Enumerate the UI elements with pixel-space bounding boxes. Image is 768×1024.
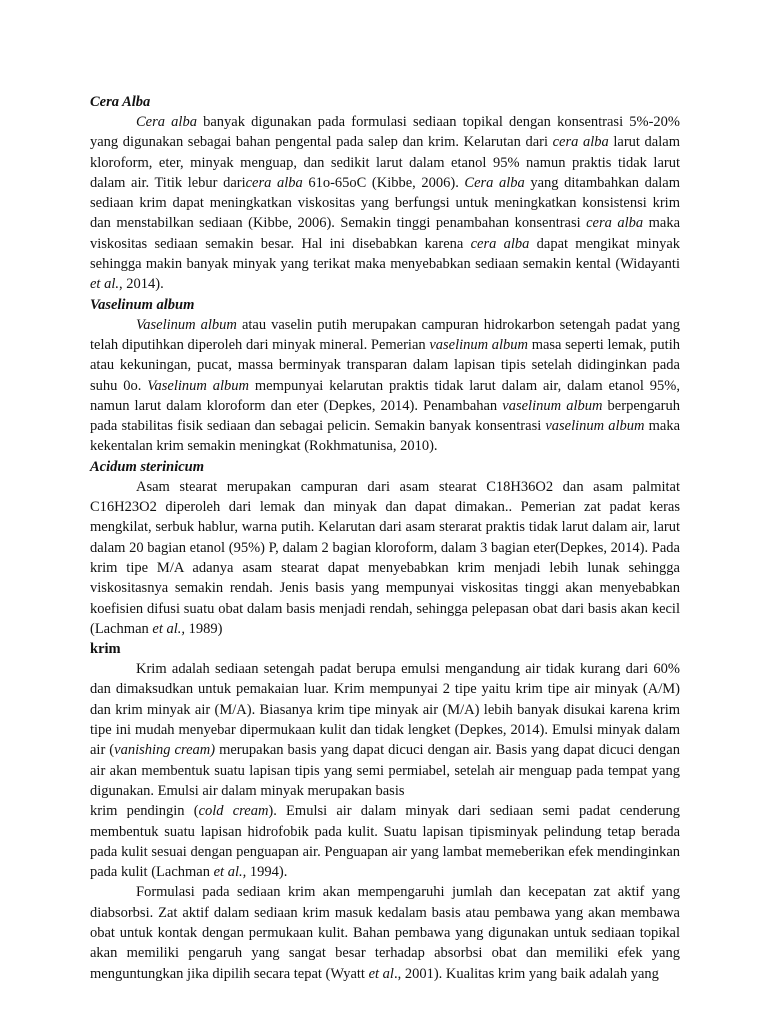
text-run: Krim adalah sediaan setengah padat berupa emulsi mengandung air tidak kurang dari 60% dan dimaksudkan untuk pemakaian luar. Krim mempunyai 2 tipe yaitu krim tipe air minyak (A/M) dan krim minyak air (M/A). Biasanya krim tipe minyak air (M/A) lebih banyak disukai karena krim tipe ini mudah menyebar dipermukaan kulit dan tidak lengket (Depkes, 2014). Emulsi minyak dalam air ( bbox=[90, 661, 680, 759]
text-run: Cera alba bbox=[464, 174, 525, 191]
text-run: ., 2001). Kualitas krim yang baik adalah yang bbox=[393, 965, 659, 982]
text-run: et al. bbox=[90, 276, 119, 293]
paragraph-cera-alba bbox=[90, 112, 680, 295]
section-heading-cera-alba: Cera Alba bbox=[90, 94, 151, 110]
text-run: cera alba bbox=[586, 215, 644, 232]
text-run: berpengaruh pada stabilitas fisik sediaan dan sebagai pelicin. Semakin banyak konsentrasi bbox=[90, 397, 681, 435]
text-run: vaselinum album bbox=[429, 336, 529, 353]
section-heading-vaselinum-album: Vaselinum album bbox=[90, 296, 195, 313]
text-run: Vaselinum album bbox=[147, 377, 249, 394]
text-run: cold cream bbox=[198, 803, 269, 820]
section-heading-krim: krim bbox=[90, 641, 121, 658]
text-run: masa seperti lemak, putih atau kekuningan, pucat, massa berminyak transparan dalam lapisan tipis setelah didinginkan pada suhu 0o. bbox=[90, 336, 680, 394]
text-run: maka kekentalan krim semakin meningkat (Rokhmatunisa, 2010). bbox=[90, 418, 681, 455]
text-run: vanishing cream) bbox=[114, 742, 216, 759]
paragraph-acidum-sterinicum bbox=[90, 477, 680, 639]
text-run: 1989) bbox=[185, 620, 223, 637]
text-run: et al., bbox=[213, 864, 247, 881]
text-run: Vaselinum album bbox=[136, 316, 237, 333]
text-run: krim pendingin ( bbox=[90, 803, 199, 820]
text-run: cera alba bbox=[552, 134, 609, 151]
text-run: et al bbox=[368, 965, 394, 982]
text-run: atau vaselin putih merupakan campuran hidrokarbon setengah padat yang telah diputihkan diperoleh dari minyak mineral. Pemerian bbox=[90, 316, 681, 353]
paragraph-krim-2 bbox=[90, 801, 680, 882]
paragraph-krim-3 bbox=[90, 882, 680, 983]
text-run: cera alba bbox=[470, 235, 530, 252]
text-run: vaselinum album bbox=[502, 397, 603, 414]
text-run: ). Emulsi air dalam minyak dari sediaan semi padat cenderung membentuk suatu lapisan hidrofobik pada kulit. Suatu lapisan tipisminyak pelindung tetap berada pada kulit sesuai dengan penguapan air. Penguapan air yang lambat memeberikan efek mendinginkan pada kulit (Lachman bbox=[90, 803, 680, 881]
text-run: Formulasi pada sediaan krim akan mempengaruhi jumlah dan kecepatan zat aktif yang diabsorbsi. Zat aktif dalam sediaan krim masuk kedalam basis atau pembawa yang akan membawa obat untuk kontak dengan permukaan kulit. Bahan pembawa yang digunakan untuk sediaan topikal akan memiliki pengaruh yang sangat besar terhadap absorbsi obat dan memiliki efek yang menguntungkan jika dipilih secara tepat (Wyatt bbox=[90, 884, 680, 982]
text-run: larut dalam kloroform, eter, minyak menguap, dan sedikit larut dalam etanol 95% namun praktis tidak larut dalam air. Titik lebur dari bbox=[90, 134, 680, 191]
text-run: 61o-65oC (Kibbe, 2006). bbox=[302, 174, 465, 191]
text-run: Cera alba bbox=[136, 114, 197, 130]
paragraph-vaselinum-album bbox=[90, 315, 680, 457]
text-run: cera alba bbox=[245, 174, 303, 191]
paragraph-krim-1 bbox=[90, 659, 680, 801]
text-run: maka viskositas sediaan semakin besar. Hal ini disebabkan karena bbox=[90, 215, 681, 252]
text-run: dapat mengikat minyak sehingga makin banyak minyak yang terikat maka menyebabkan sediaan semakin kental (Widayanti bbox=[90, 235, 681, 273]
text-run: merupakan basis yang dapat dicuci dengan air. Basis yang dapat dicuci dengan air akan membentuk suatu lapisan tipis yang semi permiabel, setelah air menguap pada tempat yang digunakan. Emulsi air dalam minyak merupakan basis bbox=[90, 742, 680, 799]
text-run: vaselinum album bbox=[545, 418, 645, 435]
text-run: Asam stearat merupakan campuran dari asam stearat C18H36O2 dan asam palmitat C16H23O2 diperoleh dari lemak dan minyak dan dapat dimakan.. Pemerian zat padat keras mengkilat, serbuk hablur, warna putih. Kelarutan dari asam sterarat praktis tidak larut dalam air, larut dalam 20 bagian etanol (95%) P, dalam 2 bagian kloroform, dalam 3 bagian eter(Depkes, 2014). Pada krim tipe M/A adanya asam stearat dapat menyebabkan krim menjadi lebih lunak sehingga viskositasnya semakin rendah. Jenis basis yang mempunyai viskositas tinggi akan menyebabkan koefisien difusi suatu obat dalam basis menjadi rendah, sehingga pelepasan obat dari basis akan kecil (Lachman bbox=[90, 478, 680, 637]
text-run: banyak digunakan pada formulasi sediaan topikal dengan konsentrasi 5%-20% yang digunakan sebagai bahan pengental pada salep dan krim. Kelarutan dari bbox=[90, 114, 681, 151]
text-run: mempunyai kelarutan praktis tidak larut dalam air, dalam etanol 95%, namun larut dalam kloroform dan eter (Depkes, 2014). Penambahan bbox=[90, 377, 680, 414]
text-run: , 2014). bbox=[119, 276, 164, 293]
text-run: yang ditambahkan dalam sediaan krim dapat meningkatkan viskositas yang berfungsi untuk meningkatkan konsistensi krim dan menstabilkan sediaan (Kibbe, 2006). Semakin tinggi penambahan konsentrasi bbox=[90, 174, 681, 232]
section-heading-acidum-sterinicum: Acidum sterinicum bbox=[90, 458, 205, 475]
text-run: 1994). bbox=[246, 864, 288, 881]
text-run: et al., bbox=[152, 620, 186, 637]
